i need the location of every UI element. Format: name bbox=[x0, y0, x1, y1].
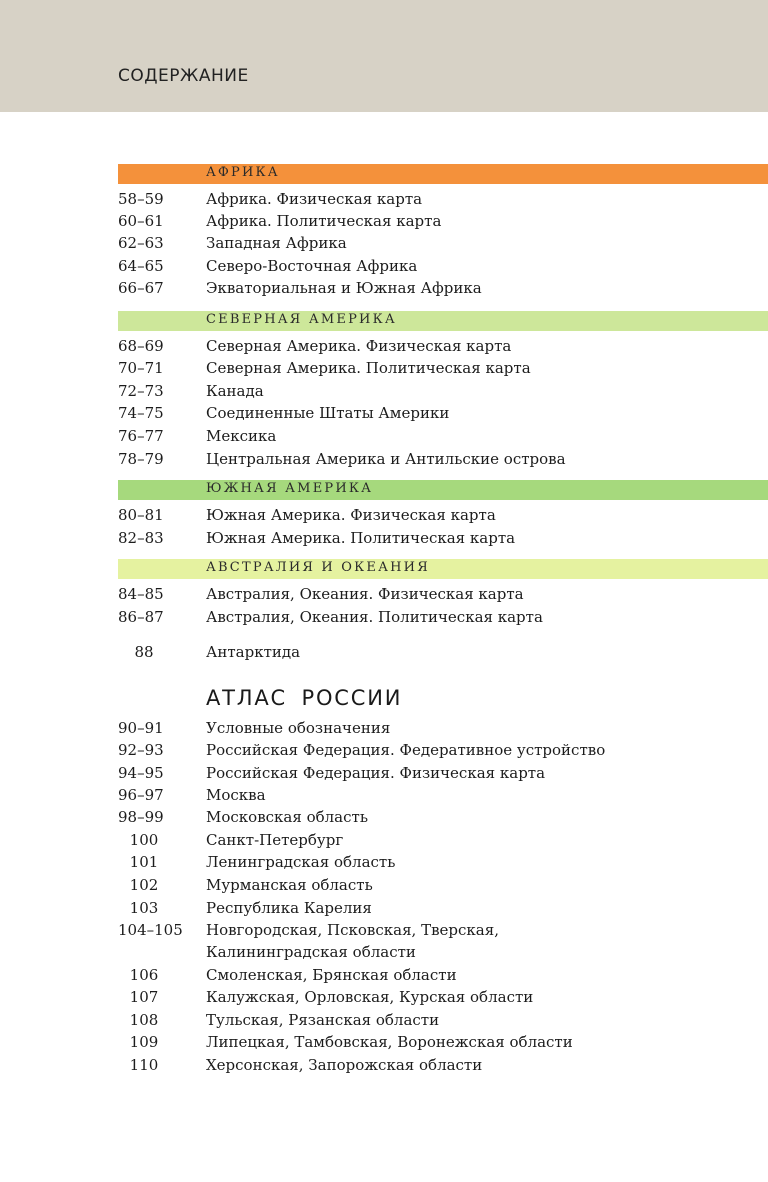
entry-title: Канада bbox=[206, 382, 264, 400]
toc-entry[interactable] bbox=[118, 739, 758, 761]
entry-title: Ленинградская область bbox=[206, 853, 396, 871]
page-range: 70–71 bbox=[118, 359, 164, 377]
toc-entry-continuation[interactable] bbox=[118, 941, 758, 963]
entry-title: Российская Федерация. Физическая карта bbox=[206, 764, 546, 782]
entry-title: Австралия, Океания. Политическая карта bbox=[206, 608, 543, 626]
page-range: 90–91 bbox=[118, 719, 164, 737]
page-range: 78–79 bbox=[118, 450, 164, 468]
page-range: 64–65 bbox=[118, 257, 164, 275]
page-range: 103 bbox=[129, 899, 159, 917]
entry-title: Африка. Физическая карта bbox=[206, 190, 423, 208]
entry-title: Республика Карелия bbox=[206, 899, 372, 917]
section-label: АФРИКА bbox=[206, 165, 280, 180]
toc-entry-antarctica[interactable] bbox=[118, 641, 758, 663]
section-label: АВСТРАЛИЯ И ОКЕАНИЯ bbox=[206, 560, 430, 575]
page-range: 107 bbox=[129, 988, 159, 1006]
page-title: СОДЕРЖАНИЕ bbox=[118, 66, 249, 86]
page-range: 101 bbox=[129, 853, 159, 871]
section-heading-atlas-russia[interactable]: АТЛАС РОССИИ bbox=[206, 686, 403, 710]
toc-entry[interactable] bbox=[118, 897, 758, 919]
toc-entry[interactable] bbox=[118, 380, 758, 402]
entry-title: Калининградская области bbox=[206, 943, 416, 961]
toc-entry[interactable] bbox=[118, 210, 758, 232]
entry-title: Новгородская, Псковская, Тверская, bbox=[206, 921, 499, 939]
toc-entry[interactable] bbox=[118, 784, 758, 806]
entry-title: Южная Америка. Политическая карта bbox=[206, 529, 516, 547]
page-range: 80–81 bbox=[118, 506, 164, 524]
toc-entry[interactable] bbox=[118, 717, 758, 739]
toc-entry[interactable] bbox=[118, 986, 758, 1008]
toc-entry[interactable] bbox=[118, 606, 758, 628]
toc-entry[interactable] bbox=[118, 762, 758, 784]
entry-title: Южная Америка. Физическая карта bbox=[206, 506, 496, 524]
page-range: 110 bbox=[129, 1056, 159, 1074]
toc-entry[interactable] bbox=[118, 232, 758, 254]
page-range: 76–77 bbox=[118, 427, 164, 445]
page-range: 82–83 bbox=[118, 529, 164, 547]
entry-title: Липецкая, Тамбовская, Воронежская области bbox=[206, 1033, 573, 1051]
toc-entry[interactable] bbox=[118, 806, 758, 828]
section-label: ЮЖНАЯ АМЕРИКА bbox=[206, 481, 374, 496]
toc-entry[interactable] bbox=[118, 583, 758, 605]
page-range: 74–75 bbox=[118, 404, 164, 422]
toc-entry[interactable] bbox=[118, 527, 758, 549]
entry-title: Северная Америка. Физическая карта bbox=[206, 337, 512, 355]
toc-entry[interactable] bbox=[118, 964, 758, 986]
page-range: 68–69 bbox=[118, 337, 164, 355]
entry-title: Австралия, Океания. Физическая карта bbox=[206, 585, 524, 603]
toc-entry[interactable] bbox=[118, 829, 758, 851]
toc-entry[interactable] bbox=[118, 851, 758, 873]
toc-entry[interactable] bbox=[118, 188, 758, 210]
page-range: 102 bbox=[129, 876, 159, 894]
page-range: 106 bbox=[129, 966, 159, 984]
entry-title: Экваториальная и Южная Африка bbox=[206, 279, 482, 297]
toc-entry[interactable] bbox=[118, 1009, 758, 1031]
page-range: 92–93 bbox=[118, 741, 164, 759]
toc-entry[interactable] bbox=[118, 919, 758, 941]
section-header-north-america[interactable] bbox=[118, 311, 768, 331]
entry-title: Мурманская область bbox=[206, 876, 373, 894]
toc-entry[interactable] bbox=[118, 1031, 758, 1053]
entry-title: Смоленская, Брянская области bbox=[206, 966, 457, 984]
toc-entry[interactable] bbox=[118, 425, 758, 447]
page-range: 58–59 bbox=[118, 190, 164, 208]
page-range: 109 bbox=[129, 1033, 159, 1051]
entry-title: Условные обозначения bbox=[206, 719, 391, 737]
entry-title: Северо-Восточная Африка bbox=[206, 257, 418, 275]
page-range: 72–73 bbox=[118, 382, 164, 400]
toc-entry[interactable] bbox=[118, 504, 758, 526]
page-range: 94–95 bbox=[118, 764, 164, 782]
entry-title: Соединенные Штаты Америки bbox=[206, 404, 450, 422]
page-range: 108 bbox=[129, 1011, 159, 1029]
page-range: 104–105 bbox=[118, 921, 183, 939]
section-label: СЕВЕРНАЯ АМЕРИКА bbox=[206, 312, 397, 327]
toc-entry[interactable] bbox=[118, 448, 758, 470]
page-range: 100 bbox=[129, 831, 159, 849]
entry-title: Херсонская, Запорожская области bbox=[206, 1056, 483, 1074]
entry-title: Мексика bbox=[206, 427, 277, 445]
entry-title: Африка. Политическая карта bbox=[206, 212, 442, 230]
toc-entry[interactable] bbox=[118, 277, 758, 299]
entry-title: Санкт-Петербург bbox=[206, 831, 344, 849]
toc-entry[interactable] bbox=[118, 255, 758, 277]
entry-title: Москва bbox=[206, 786, 266, 804]
page-range: 88 bbox=[134, 643, 154, 661]
page-range: 98–99 bbox=[118, 808, 164, 826]
toc-entry[interactable] bbox=[118, 1054, 758, 1076]
entry-title: Тульская, Рязанская области bbox=[206, 1011, 440, 1029]
entry-title: Центральная Америка и Антильские острова bbox=[206, 450, 566, 468]
entry-title: Северная Америка. Политическая карта bbox=[206, 359, 531, 377]
page-range: 96–97 bbox=[118, 786, 164, 804]
page-range: 86–87 bbox=[118, 608, 164, 626]
page-range: 66–67 bbox=[118, 279, 164, 297]
entry-title: Московская область bbox=[206, 808, 368, 826]
entry-title: Калужская, Орловская, Курская области bbox=[206, 988, 534, 1006]
section-header-australia-oceania[interactable] bbox=[118, 559, 768, 579]
page-header bbox=[0, 0, 768, 112]
toc-entry[interactable] bbox=[118, 402, 758, 424]
page-range: 62–63 bbox=[118, 234, 164, 252]
entry-title: Западная Африка bbox=[206, 234, 347, 252]
entry-title: Антарктида bbox=[206, 643, 301, 661]
section-header-south-america[interactable] bbox=[118, 480, 768, 500]
section-header-africa[interactable] bbox=[118, 164, 768, 184]
entry-title: Российская Федерация. Федеративное устройство bbox=[206, 741, 606, 759]
page-range: 84–85 bbox=[118, 585, 164, 603]
toc-entry[interactable] bbox=[118, 335, 758, 357]
page-range: 60–61 bbox=[118, 212, 164, 230]
toc-entry[interactable] bbox=[118, 874, 758, 896]
toc-entry[interactable] bbox=[118, 357, 758, 379]
